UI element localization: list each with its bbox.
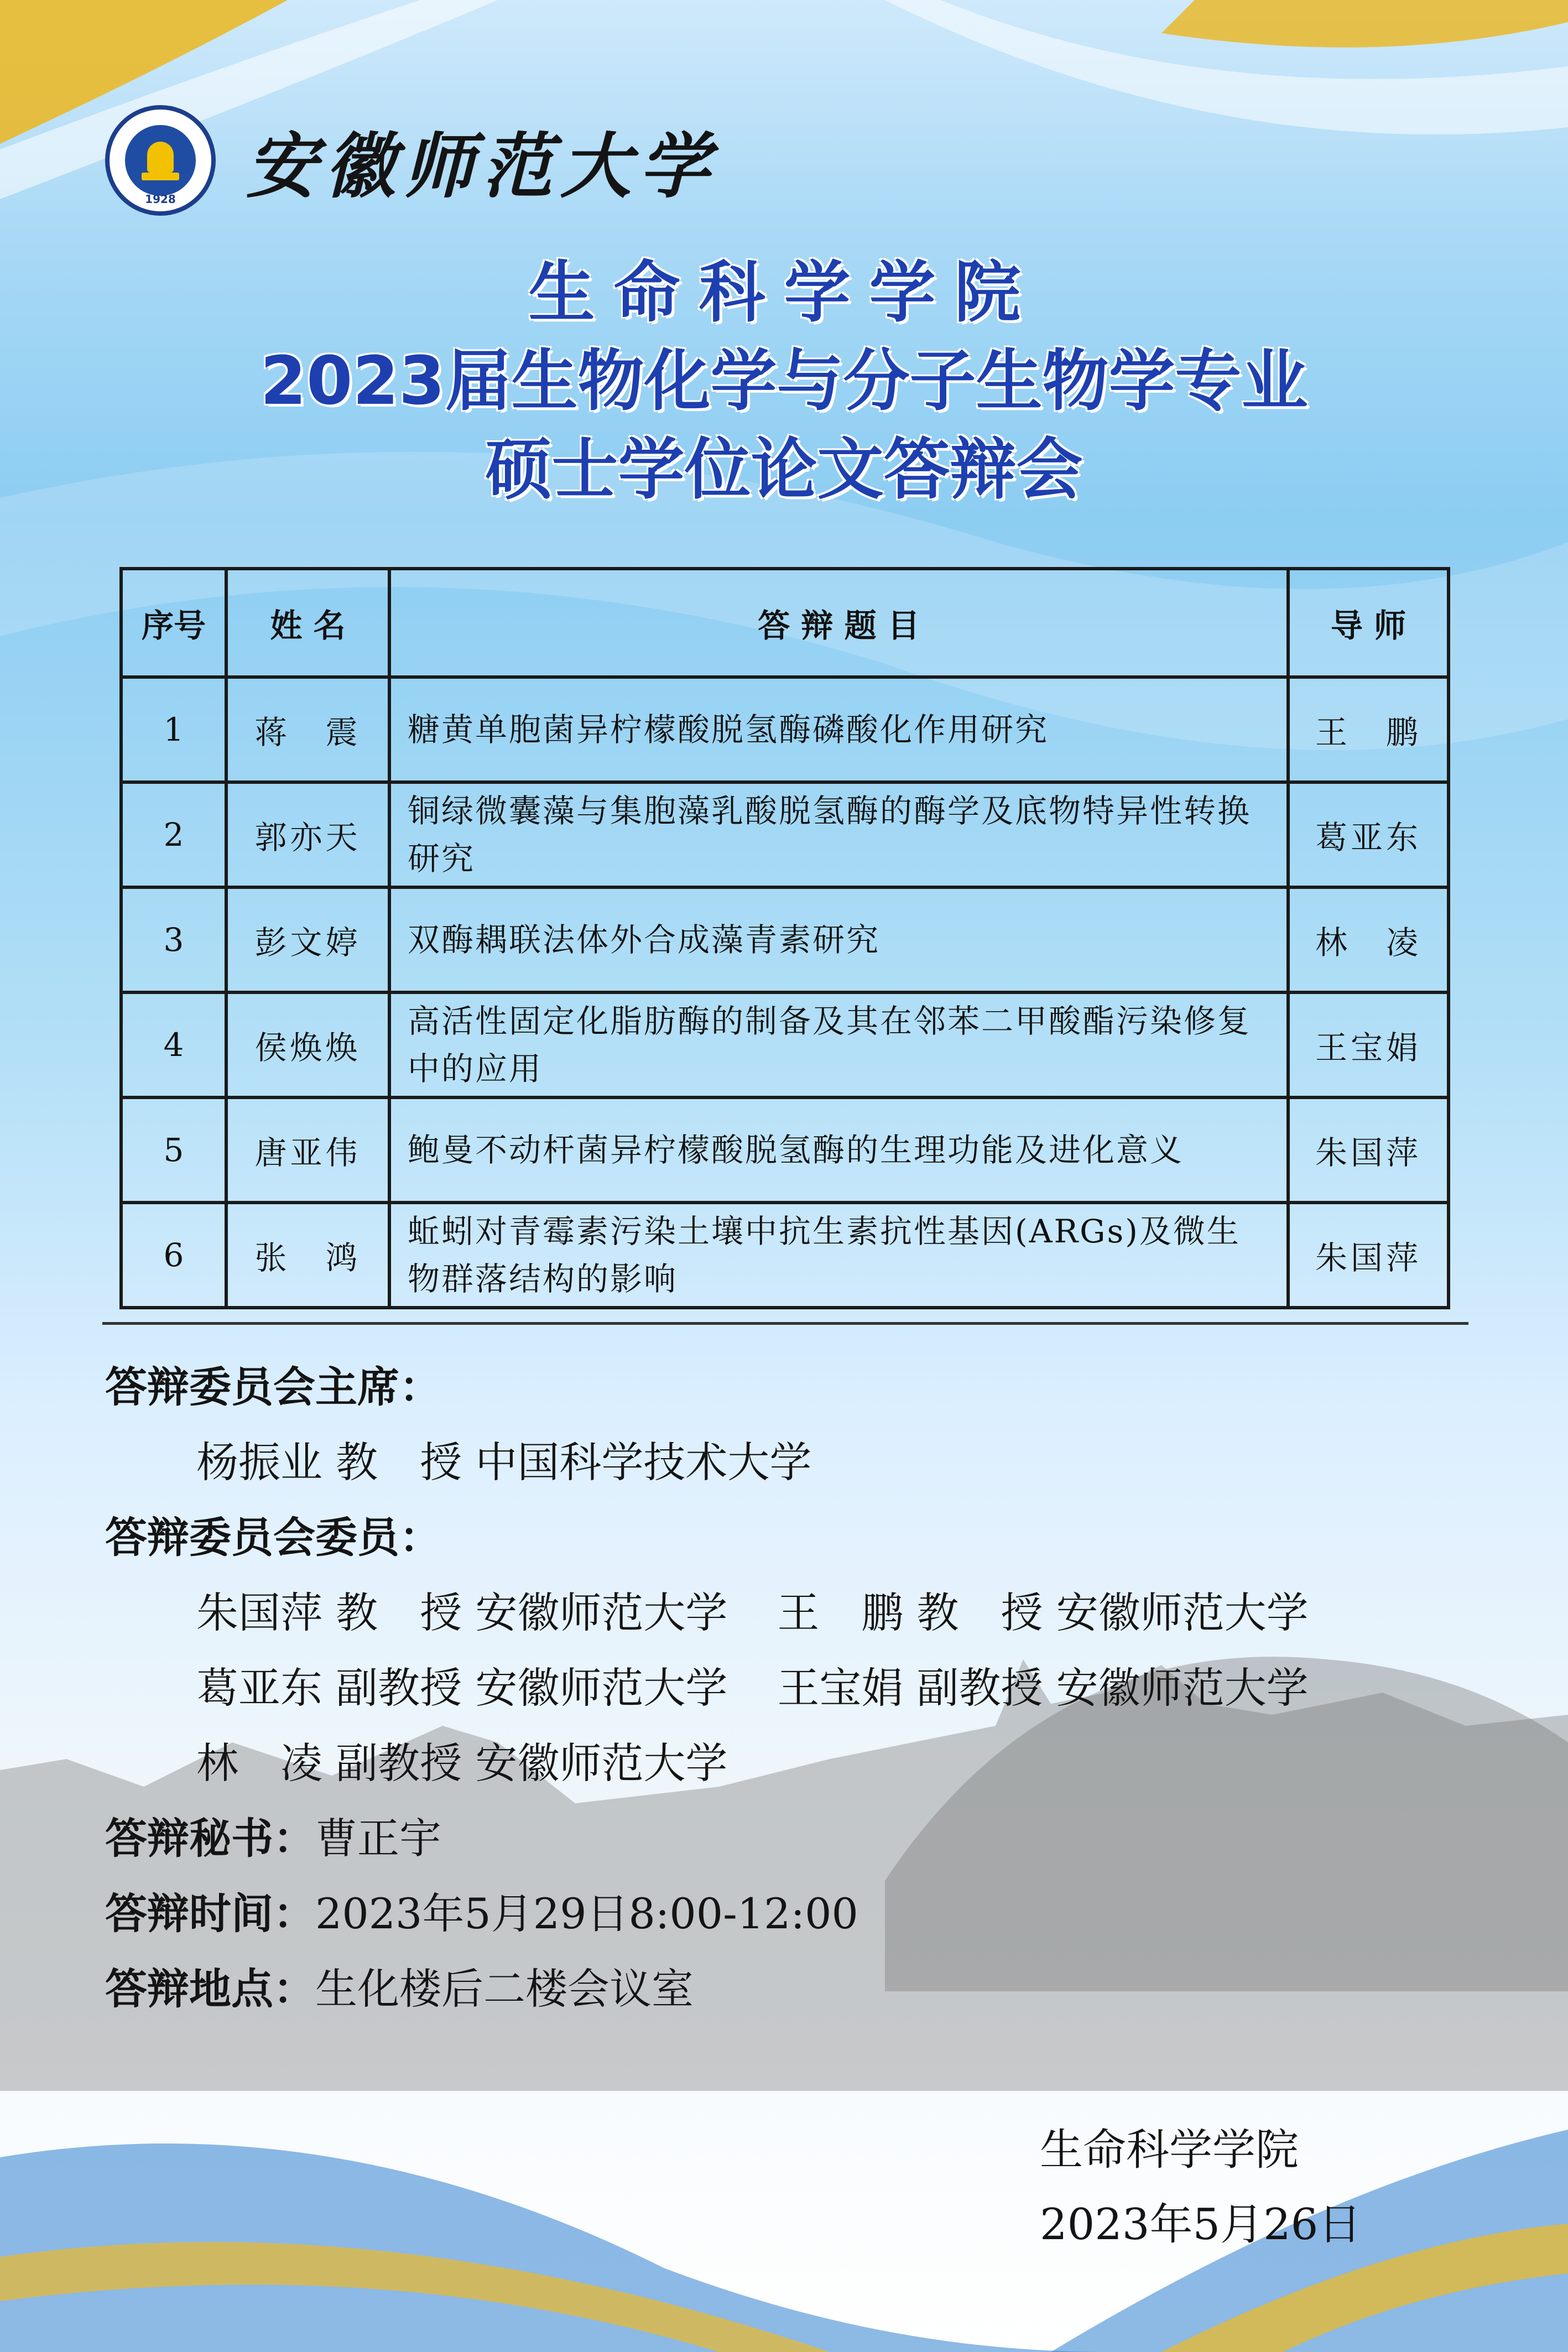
members-row [105, 1575, 1488, 1651]
committee-info [105, 1350, 1488, 2027]
student-name: 蒋 震 [226, 677, 389, 782]
seal-year: 1928 [145, 192, 176, 206]
table-header-row [121, 569, 1449, 677]
signoff-org: 生命科学学院 [1040, 2125, 1299, 2175]
advisor-name: 林 凌 [1288, 887, 1449, 992]
secretary-label: 答辩秘书： [105, 1814, 315, 1863]
row-num: 4 [121, 992, 226, 1097]
thesis-topic: 铜绿微囊藻与集胞藻乳酸脱氢酶的酶学及底物特异性转换研究 [389, 782, 1288, 887]
chair-entry: 杨振业 教 授 中国科学技术大学 [196, 1438, 812, 1487]
thesis-topic: 高活性固定化脂肪酶的制备及其在邻苯二甲酸酯污染修复中的应用 [389, 992, 1288, 1097]
advisor-name: 葛亚东 [1288, 782, 1449, 887]
place-value: 生化楼后二楼会议室 [315, 1964, 694, 2013]
table-row [121, 782, 1449, 887]
university-header [105, 105, 717, 216]
signoff-date: 2023年5月26日 [1040, 2200, 1362, 2250]
committee-member: 朱国萍 教 授 安徽师范大学 [196, 1588, 728, 1637]
event-title: 硕士学位论文答辩会 [485, 431, 1083, 508]
members-label: 答辩委员会委员： [105, 1513, 441, 1562]
table-row [121, 992, 1449, 1097]
time-row [105, 1876, 1488, 1952]
row-num: 2 [121, 782, 226, 887]
student-name: 唐亚伟 [226, 1097, 389, 1203]
header-num: 序号 [121, 569, 226, 677]
advisor-name: 朱国萍 [1288, 1203, 1449, 1308]
college-title: 生命科学学院 [528, 254, 1040, 331]
members-row [105, 1651, 1488, 1726]
members-row [105, 1726, 1488, 1801]
row-num: 3 [121, 887, 226, 992]
table-row [121, 887, 1449, 992]
secretary-row [105, 1801, 1488, 1876]
time-label: 答辩时间： [105, 1889, 315, 1938]
header-topic: 答 辩 题 目 [389, 569, 1288, 677]
student-name: 侯焕焕 [226, 992, 389, 1097]
student-name: 张 鸿 [226, 1203, 389, 1308]
header-name: 姓 名 [226, 569, 389, 677]
header-advisor: 导 师 [1288, 569, 1449, 677]
student-name: 郭亦天 [226, 782, 389, 887]
table-row [121, 677, 1449, 782]
committee-member: 王宝娟 副教授 安徽师范大学 [777, 1663, 1309, 1713]
thesis-topic: 蚯蚓对青霉素污染土壤中抗生素抗性基因(ARGs)及微生物群落结构的影响 [389, 1203, 1288, 1308]
thesis-topic: 鲍曼不动杆菌异柠檬酸脱氢酶的生理功能及进化意义 [389, 1097, 1288, 1203]
university-seal-icon [105, 105, 216, 216]
program-title: 2023届生物化学与分子生物学专业 [260, 343, 1308, 420]
place-row [105, 1952, 1488, 2027]
committee-member: 王 鹏 教 授 安徽师范大学 [777, 1588, 1309, 1637]
row-num: 6 [121, 1203, 226, 1308]
place-label: 答辩地点： [105, 1964, 315, 2013]
row-num: 1 [121, 677, 226, 782]
chair-label: 答辩委员会主席： [105, 1362, 441, 1412]
table-underline [102, 1322, 1468, 1325]
table-row [121, 1203, 1449, 1308]
university-name: 安徽师范大学 [246, 125, 718, 208]
thesis-topic: 双酶耦联法体外合成藻青素研究 [389, 887, 1288, 992]
committee-member: 林 凌 副教授 安徽师范大学 [196, 1739, 728, 1788]
table-row [121, 1097, 1449, 1203]
time-value: 2023年5月29日8:00-12:00 [315, 1889, 858, 1938]
signoff-block [1040, 2113, 1427, 2262]
secretary-value: 曹正宇 [315, 1814, 441, 1863]
defense-schedule-table [119, 567, 1450, 1309]
advisor-name: 朱国萍 [1288, 1097, 1449, 1203]
student-name: 彭文婷 [226, 887, 389, 992]
row-num: 5 [121, 1097, 226, 1203]
thesis-topic: 糖黄单胞菌异柠檬酸脱氢酶磷酸化作用研究 [389, 677, 1288, 782]
committee-member: 葛亚东 副教授 安徽师范大学 [196, 1663, 728, 1713]
advisor-name: 王 鹏 [1288, 677, 1449, 782]
advisor-name: 王宝娟 [1288, 992, 1449, 1097]
title-block [0, 249, 1568, 514]
